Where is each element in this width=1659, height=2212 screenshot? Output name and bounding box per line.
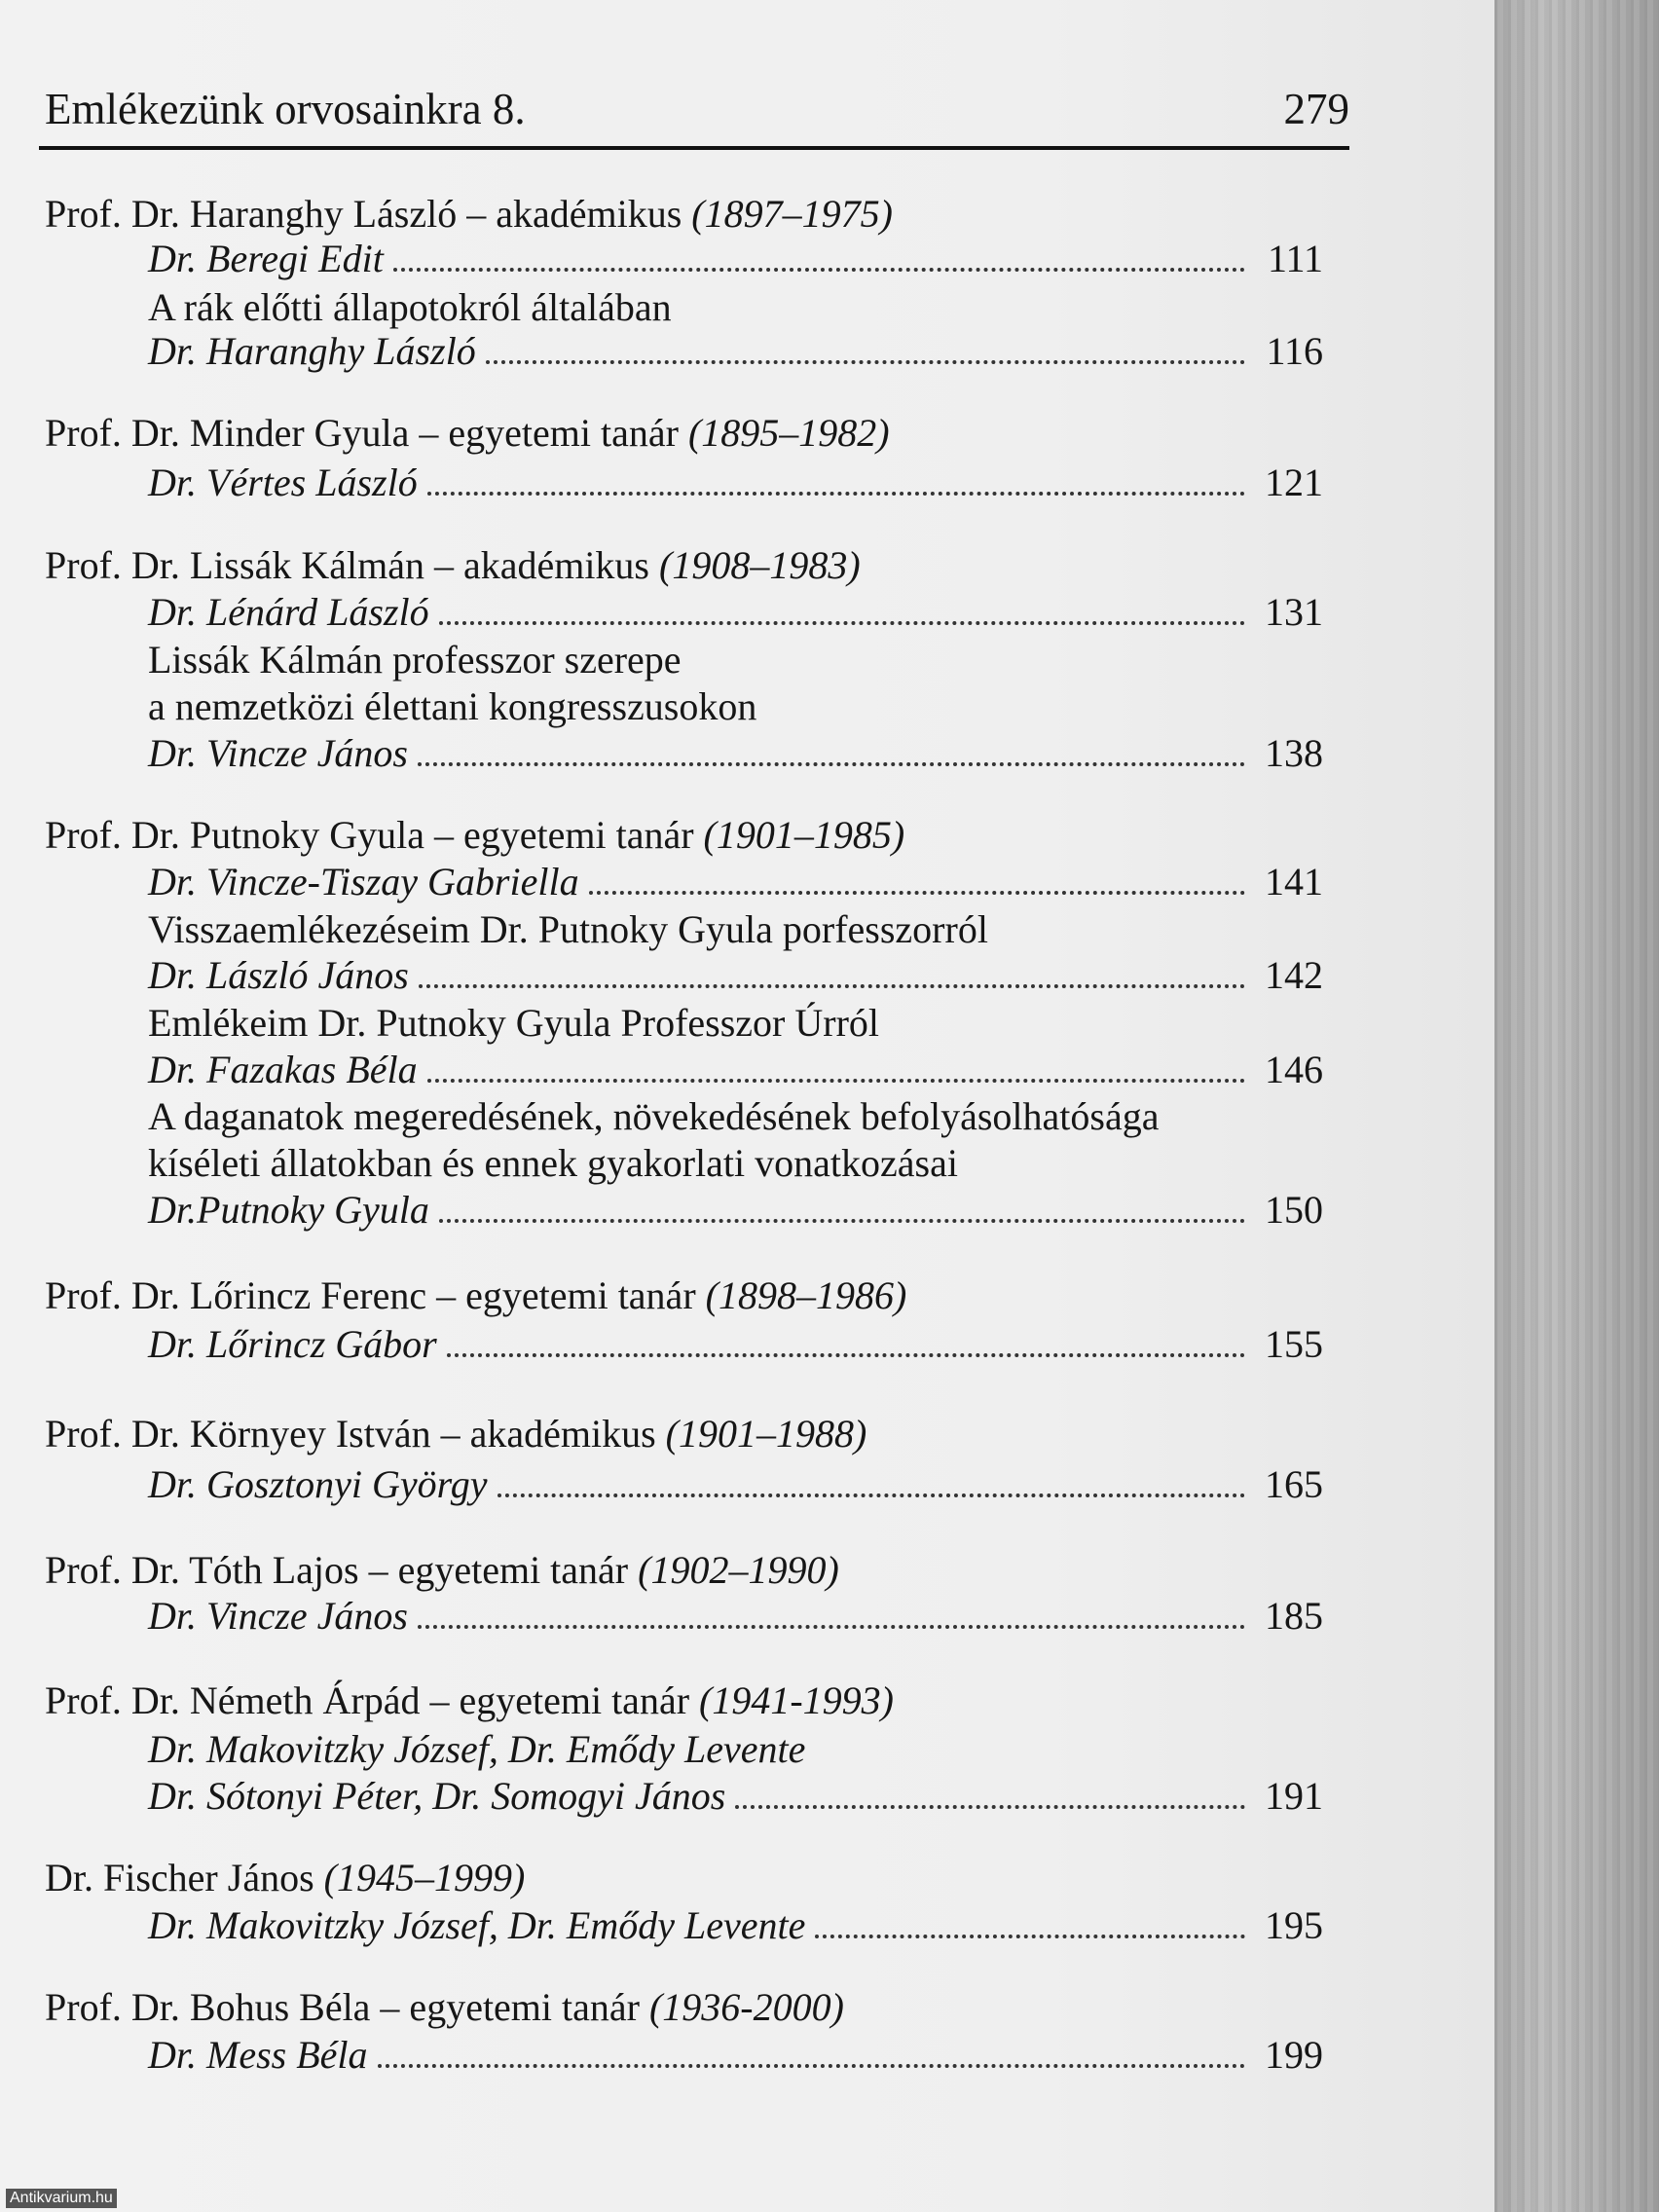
toc-author-row: Dr. Fazakas Béla 146 [148,1046,1323,1094]
toc-page-number: 141 [1265,860,1323,903]
running-title: Emlékezünk orvosainkra 8. [45,85,526,133]
dot-leader [486,327,1245,364]
dot-leader [378,2031,1245,2068]
dot-leader [418,729,1245,766]
header-page-number: 279 [1283,85,1349,133]
toc-author-row: Dr. Vincze-Tiszay Gabriella 141 [148,858,1323,906]
toc-author-row: Dr. Lőrincz Gábor 155 [148,1320,1323,1369]
toc-subject: Prof. Dr. Tóth Lajos – egyetemi tanár (1902–1990) [45,1548,839,1592]
dot-leader [439,588,1245,625]
toc-author-row: Dr. Vértes László 121 [148,459,1323,507]
toc-page-number: 150 [1265,1188,1323,1232]
toc-author-row: Dr. Beregi Edit 111 [148,235,1323,283]
toc-author-row: Dr. Makovitzky József, Dr. Emődy Levente 195 [148,1901,1323,1950]
toc-subject: Dr. Fischer János (1945–1999) [45,1856,526,1899]
toc-page-number: 142 [1265,953,1323,997]
toc-page-number: 165 [1265,1462,1323,1506]
dot-leader [427,459,1245,496]
toc-article-title: a nemzetközi élettani kongresszusokon [148,684,757,728]
dot-leader [498,1460,1246,1497]
toc-author-row: Dr.Putnoky Gyula 150 [148,1186,1323,1235]
dot-leader [419,951,1245,988]
dot-leader [815,1901,1245,1938]
toc-article-title: kíséleti állatokban és ennek gyakorlati vonatkozásai [148,1141,958,1185]
dot-leader [393,235,1245,272]
toc-article-title: A daganatok megeredésének, növekedésének befolyásolhatósága [148,1094,1160,1138]
toc-subject: Prof. Dr. Lőrincz Ferenc – egyetemi tanár (1898–1986) [45,1273,907,1317]
dot-leader [418,1592,1245,1629]
toc-subject: Prof. Dr. Lissák Kálmán – akadémikus (1908–1983) [45,543,861,587]
toc-page-number: 155 [1265,1322,1323,1366]
toc-author-row: Dr. Lénárd László 131 [148,588,1323,637]
toc-author-line: Dr. Makovitzky József, Dr. Emődy Levente [148,1727,806,1771]
toc-article-title: Visszaemlékezéseim Dr. Putnoky Gyula porfesszorról [148,907,988,951]
toc-subject: Prof. Dr. Környey István – akadémikus (1901–1988) [45,1412,867,1456]
toc-page-number: 191 [1265,1774,1323,1818]
toc-subject: Prof. Dr. Putnoky Gyula – egyetemi tanár (1901–1985) [45,813,905,857]
book-spine-background [1494,0,1659,2212]
toc-author-row: Dr. Vincze János 138 [148,729,1323,778]
toc-page-number: 195 [1265,1903,1323,1947]
toc-page-number: 111 [1267,237,1323,280]
watermark: Antikvarium.hu [6,2189,117,2208]
toc-author-row: Dr. Vincze János 185 [148,1592,1323,1641]
toc-subject: Prof. Dr. Németh Árpád – egyetemi tanár (1941-1993) [45,1678,894,1722]
toc-page-number: 131 [1265,590,1323,634]
toc-subject: Prof. Dr. Minder Gyula – egyetemi tanár (1895–1982) [45,411,890,455]
toc-page-number: 116 [1266,329,1323,373]
toc-author-row: Dr. Mess Béla 199 [148,2031,1323,2080]
dot-leader [589,858,1245,895]
toc-page-number: 199 [1265,2033,1323,2077]
toc-author-row: Dr. Haranghy László 116 [148,327,1323,376]
toc-page-number: 121 [1265,461,1323,504]
toc-subject: Prof. Dr. Bohus Béla – egyetemi tanár (1936-2000) [45,1985,844,2029]
toc-page-number: 146 [1265,1048,1323,1091]
toc-author-row: Dr. Sótonyi Péter, Dr. Somogyi János 191 [148,1772,1323,1821]
toc-author-row: Dr. Gosztonyi György 165 [148,1460,1323,1509]
toc-article-title: Lissák Kálmán professzor szerepe [148,638,682,682]
toc-page-number: 138 [1265,731,1323,775]
dot-leader [447,1320,1245,1357]
toc-article-title: Emlékeim Dr. Putnoky Gyula Professzor Úrról [148,1001,879,1045]
toc-subject: Prof. Dr. Haranghy László – akadémikus (1897–1975) [45,192,893,236]
toc-article-title: A rák előtti állapotokról általában [148,285,672,329]
dot-leader [427,1046,1245,1083]
dot-leader [735,1772,1245,1809]
toc-page-number: 185 [1265,1594,1323,1638]
toc-author-row: Dr. László János 142 [148,951,1323,1000]
dot-leader [439,1186,1245,1223]
